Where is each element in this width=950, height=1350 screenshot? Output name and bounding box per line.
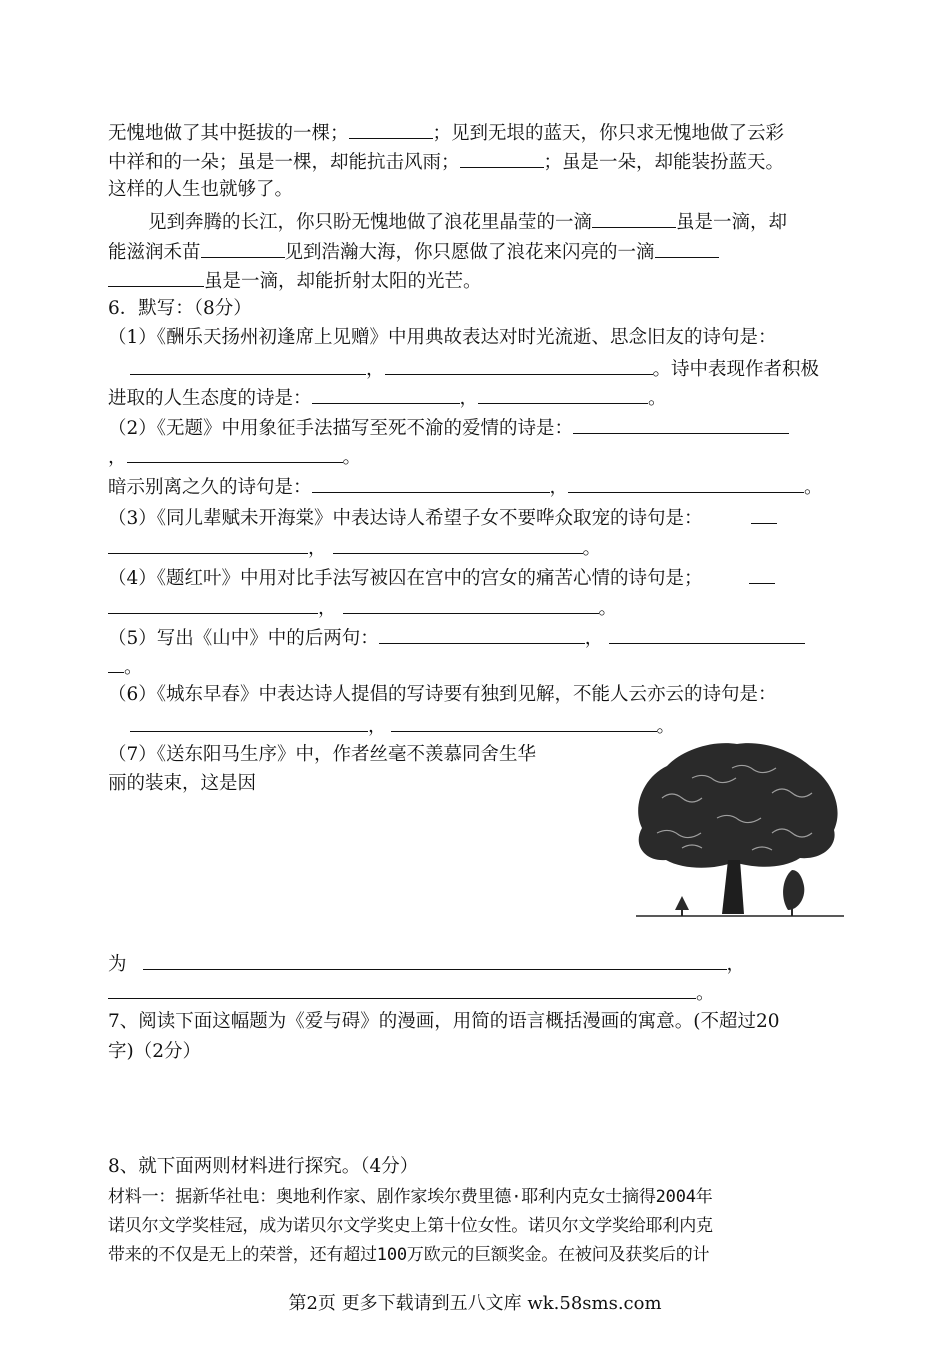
answer-blank[interactable]: [749, 563, 775, 584]
answer-blank[interactable]: [108, 593, 318, 614]
answer-blank[interactable]: [478, 383, 648, 404]
answer-blank[interactable]: [343, 593, 599, 614]
answer-blank[interactable]: [573, 413, 789, 434]
q8-material-line-3: 带来的不仅是无上的荣誉，还有超过100万欧元的巨额奖金。在被问及获奖后的计: [108, 1245, 710, 1265]
q6-item-5: （5）写出《山中》中的后两句： ，: [108, 623, 805, 652]
q6-item-1: （1）《酬乐天扬州初逢席上见赠》中用典故表达对时光流逝、思念旧友的诗句是：: [108, 327, 777, 348]
q6-item-4-answers: ， 。: [108, 593, 617, 622]
q6-item-4: （4）《题红叶》中用对比手法写被囚在宫中的宫女的痛苦心情的诗句是；: [108, 563, 775, 592]
answer-blank[interactable]: [201, 237, 285, 258]
answer-blank[interactable]: [130, 354, 366, 375]
passage-line-1: 无愧地做了其中挺拔的一棵； ；见到无垠的蓝天，你只求无愧地做了云彩: [108, 118, 784, 147]
q8-material-line-1: 材料一：据新华社电：奥地利作家、剧作家埃尔费里德·耶利内克女士摘得2004年: [108, 1187, 713, 1207]
answer-blank[interactable]: [568, 472, 804, 493]
passage-line-5: 能滋润禾苗 见到浩瀚大海，你只愿做了浪花来闪亮的一滴: [108, 237, 719, 266]
page-footer: 第2页 更多下载请到五八文库 wk.58sms.com: [288, 1293, 662, 1314]
passage-line-2: 中祥和的一朵；虽是一棵，却能抗击风雨； ；虽是一朵，却能装扮蓝天。: [108, 147, 784, 176]
q6-item-3-answers: ， 。: [108, 533, 601, 562]
answer-blank[interactable]: [460, 147, 544, 168]
q8-material-line-2: 诺贝尔文学奖桂冠，成为诺贝尔文学奖史上第十位女性。诺贝尔文学奖给耶利内克: [108, 1216, 713, 1236]
q6-item-1-answers: ， 。诗中表现作者积极: [130, 354, 819, 383]
q7-text-line-1: 7、阅读下面这幅题为《爱与碍》的漫画，用简的语言概括漫画的寓意。(不超过20: [108, 1011, 780, 1032]
q6-item-7-answer-line: 为 ，: [108, 949, 745, 978]
q7-text-line-2: 字)（2分）: [108, 1041, 201, 1062]
q6-item-2b: 暗示别离之久的诗句是： ， 。: [108, 472, 823, 501]
answer-blank[interactable]: [108, 533, 308, 554]
q6-title: 6．默写：（8分）: [108, 298, 252, 319]
answer-blank[interactable]: [655, 237, 719, 258]
q6-item-6-answers: ， 。: [130, 711, 675, 740]
answer-blank[interactable]: [592, 207, 676, 228]
answer-blank[interactable]: [333, 533, 583, 554]
answer-blank[interactable]: [312, 383, 460, 404]
answer-blank[interactable]: [108, 652, 124, 673]
answer-blank[interactable]: [349, 118, 433, 139]
q8-title: 8、就下面两则材料进行探究。（4分）: [108, 1156, 419, 1177]
q6-item-5-cont: 。: [108, 652, 143, 681]
passage-line-6: 虽是一滴，却能折射太阳的光芒。: [108, 266, 482, 295]
q6-item-7: （7）《送东阳马生序》中，作者丝毫不羡慕同舍生华: [108, 744, 537, 765]
answer-blank[interactable]: [751, 503, 777, 524]
answer-blank[interactable]: [385, 354, 653, 375]
answer-blank[interactable]: [130, 711, 368, 732]
q6-item-7-cont: 丽的装束，这是因: [108, 773, 257, 794]
q6-item-1-cont: 进取的人生态度的诗是： ， 。: [108, 383, 667, 412]
answer-blank[interactable]: [127, 442, 343, 463]
passage-line-3: 这样的人生也就够了。: [108, 179, 294, 200]
answer-blank[interactable]: [379, 623, 585, 644]
passage-line-4: 见到奔腾的长江，你只盼无愧地做了浪花里晶莹的一滴 虽是一滴，却: [148, 207, 787, 236]
answer-blank[interactable]: [391, 711, 657, 732]
q6-item-7-answer-line-2: 。: [108, 978, 715, 1007]
answer-blank[interactable]: [609, 623, 805, 644]
q6-item-2: （2）《无题》中用象征手法描写至死不渝的爱情的诗是：: [108, 413, 789, 442]
q6-item-6: （6）《城东早春》中表达诗人提倡的写诗要有独到见解，不能人云亦云的诗句是：: [108, 684, 777, 705]
q6-item-3: （3）《同儿辈赋未开海棠》中表达诗人希望子女不要哗众取宠的诗句是：: [108, 503, 777, 532]
answer-blank[interactable]: [108, 978, 696, 999]
q6-item-2-cont: ， 。: [108, 442, 361, 471]
tree-cartoon-image: [622, 738, 844, 922]
answer-blank[interactable]: [143, 949, 727, 970]
answer-blank[interactable]: [108, 266, 204, 287]
answer-blank[interactable]: [312, 472, 550, 493]
